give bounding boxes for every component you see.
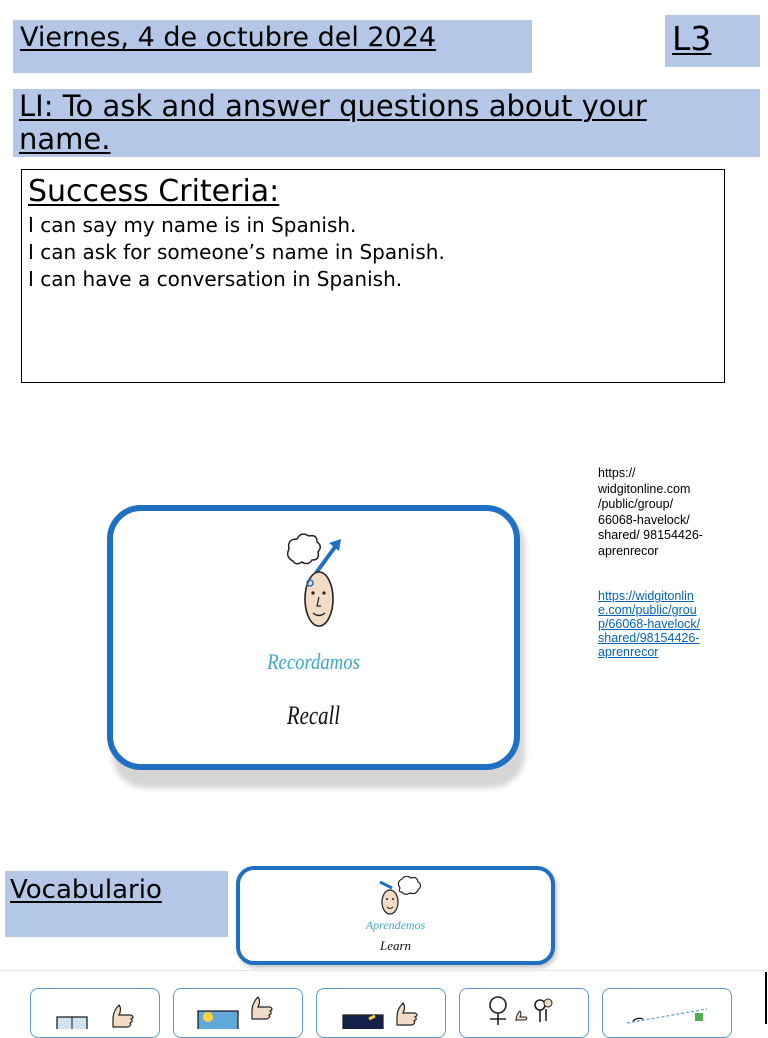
- success-criteria-item: I can ask for someone’s name in Spanish.: [28, 240, 445, 264]
- recall-spanish-label: Recordamos: [267, 649, 360, 674]
- success-criteria-item: I can have a conversation in Spanish.: [28, 267, 403, 291]
- sun-picture-thumbs-up-icon: [173, 988, 303, 1038]
- success-criteria-box: [21, 169, 725, 383]
- people-greeting-icon: [459, 988, 589, 1038]
- learn-card: [236, 866, 555, 965]
- date-banner: [13, 20, 532, 73]
- lesson-number: L3: [672, 19, 712, 58]
- learn-english-label: Learn: [379, 938, 412, 953]
- date-text: Viernes, 4 de octubre del 2024: [20, 22, 437, 53]
- widgit-url-text: https:// widgitonline.com /public/group/ 66068-havelock/ shared/ 98154426- aprenrecor: [598, 466, 703, 558]
- learning-intention-text: LI: To ask and answer questions about your name.: [19, 89, 647, 156]
- recall-card: [107, 505, 520, 770]
- vocabulary-title: Vocabulario: [10, 875, 162, 905]
- window-thumbs-up-icon: [30, 988, 160, 1038]
- waving-goodbye-icon: [602, 988, 732, 1038]
- night-picture-thumbs-up-icon: [316, 988, 446, 1038]
- vertical-rule: [765, 972, 767, 1024]
- widgit-url-link[interactable]: https://widgitonline.com/public/group/66068-havelock/shared/98154426-aprenrecor: [598, 589, 701, 659]
- success-criteria-title: Success Criteria:: [28, 174, 280, 209]
- vocabulary-banner: [5, 871, 228, 937]
- learn-spanish-label: Aprendemos: [365, 918, 426, 932]
- success-criteria-item: I can say my name is in Spanish.: [28, 213, 357, 237]
- head-thought-bubble-arrow-icon: [283, 531, 353, 636]
- lesson-badge: [665, 15, 760, 67]
- success-criteria-list: [28, 212, 445, 293]
- head-thought-bubble-learn-icon: [370, 876, 426, 916]
- section-divider: [0, 970, 768, 971]
- recall-english-label: Recall: [286, 701, 341, 730]
- learning-intention-banner: [13, 89, 760, 157]
